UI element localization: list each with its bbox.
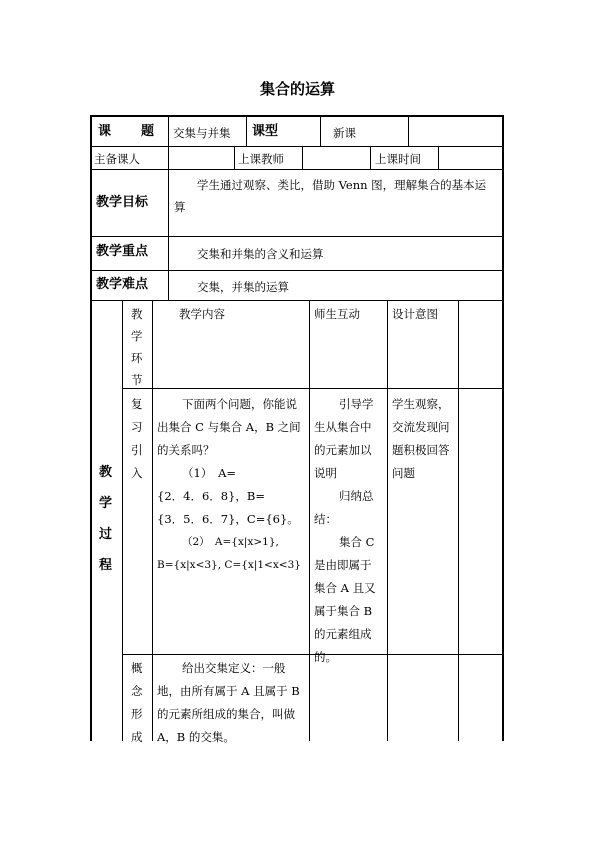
- stage-char: 念: [131, 684, 143, 698]
- interaction-line: 是由即属于: [314, 558, 372, 572]
- interaction-line: 说明: [314, 466, 337, 480]
- stage-char: 形: [131, 707, 143, 721]
- stage-char: 入: [131, 466, 143, 480]
- interaction-line: 的元素组成: [314, 627, 372, 641]
- key-points-label: 教学重点: [96, 244, 149, 259]
- interaction-line: 的。: [314, 650, 337, 664]
- content-line: 给出交集定义：一般: [182, 661, 286, 675]
- stage-char: 概: [131, 661, 143, 675]
- intent-line: 交流发现问: [392, 420, 450, 434]
- goals-text-line-2: 算: [174, 200, 186, 214]
- intent-line: 题积极回答: [392, 443, 450, 457]
- process-side-char: 学: [99, 496, 113, 511]
- intent-line: 学生观察，: [392, 397, 450, 411]
- interaction-line: 集合 A 且又: [314, 581, 376, 595]
- process-side-char: 教: [99, 465, 113, 480]
- content-line: 的元素所组成的集合，叫做: [157, 707, 295, 721]
- content-line: 下面两个问题，你能说: [182, 397, 297, 411]
- topic-label-char-2: 题: [141, 124, 155, 139]
- stage-char: 引: [131, 443, 143, 457]
- content-line: {2．4．6．8}，B=: [157, 489, 265, 503]
- stage-header-char: 节: [131, 373, 143, 387]
- content-header: 教学内容: [179, 307, 225, 321]
- interaction-line: 集合 C: [339, 535, 375, 549]
- document-title: 集合的运算: [259, 80, 335, 98]
- difficulties-label: 教学难点: [96, 277, 149, 292]
- key-points-text: 交集和并集的含义和运算: [197, 247, 324, 261]
- interaction-line: 的元素加以: [314, 443, 372, 457]
- content-line: 的关系吗？: [157, 443, 215, 457]
- topic-value: 交集与并集: [173, 126, 231, 140]
- interaction-line: 结：: [314, 512, 337, 526]
- goals-label: 教学目标: [96, 195, 149, 210]
- process-side-char: 程: [99, 558, 113, 573]
- content-line: 地，由所有属于 A 且属于 B: [157, 684, 300, 698]
- intent-header: 设计意图: [392, 307, 438, 321]
- content-line: A，B 的交集。: [157, 730, 235, 744]
- prep-teacher-label: 主备课人: [94, 152, 140, 166]
- stage-char: 习: [131, 420, 143, 434]
- interaction-header: 师生互动: [314, 307, 360, 321]
- content-line: 出集合 C 与集合 A，B 之间: [157, 420, 301, 434]
- lesson-type-value: 新课: [333, 126, 356, 140]
- interaction-line: 生从集合中: [314, 420, 372, 434]
- lesson-type-label: 课型: [252, 124, 279, 139]
- teacher-label: 上课教师: [238, 152, 284, 166]
- interaction-line: 归纳总: [339, 489, 374, 503]
- goals-text-line-1: 学生通过观察、类比，借助 Venn 图，理解集合的基本运: [197, 178, 487, 192]
- content-line: {3．5．6．7}，C={6}。: [157, 512, 299, 526]
- stage-header-char: 学: [131, 329, 143, 343]
- stage-header-char: 环: [131, 351, 143, 365]
- content-line: （2） A={x|x>1},: [182, 536, 279, 548]
- process-side-char: 过: [99, 527, 113, 542]
- topic-label-char-1: 课: [98, 124, 112, 139]
- intent-line: 问题: [392, 466, 415, 480]
- class-time-label: 上课时间: [375, 152, 421, 166]
- difficulties-text: 交集，并集的运算: [197, 280, 289, 294]
- content-line: B={x|x<3}, C={x|1<x<3}: [157, 559, 301, 571]
- interaction-line: 属于集合 B: [314, 604, 373, 618]
- stage-char: 复: [131, 397, 143, 411]
- stage-char: 成: [131, 730, 143, 744]
- stage-header-char: 教: [131, 307, 143, 321]
- interaction-line: 引导学: [339, 397, 374, 411]
- content-line: （1） A=: [182, 466, 237, 480]
